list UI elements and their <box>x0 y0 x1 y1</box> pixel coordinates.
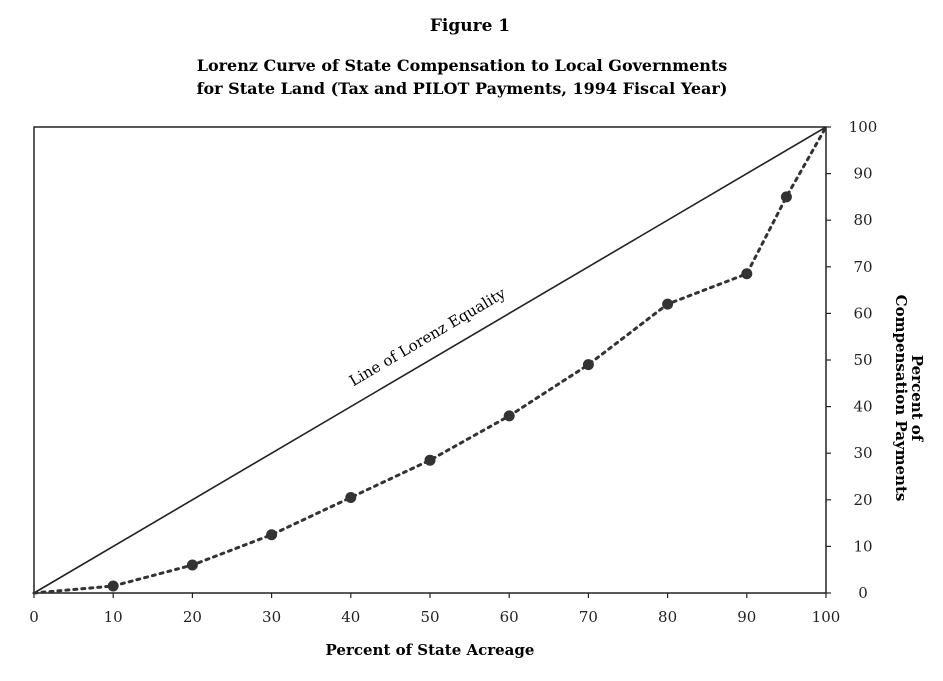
equality-line-label: Line of Lorenz Equality <box>346 284 509 390</box>
lorenz-curve-points <box>108 191 792 591</box>
x-axis-label: Percent of State Acreage <box>325 641 535 659</box>
lorenz-point <box>781 191 792 202</box>
x-tick-label: 0 <box>29 608 39 626</box>
lorenz-point <box>425 455 436 466</box>
y-tick-label: 20 <box>853 490 873 509</box>
x-tick-label: 80 <box>658 608 678 626</box>
chart-title: Lorenz Curve of State Compensation to Local Governments <box>196 56 728 75</box>
lorenz-point <box>345 492 356 503</box>
x-tick-label: 100 <box>811 608 841 626</box>
x-tick-label: 10 <box>103 608 123 626</box>
figure-label: Figure 1 <box>429 16 511 36</box>
lorenz-point <box>662 299 673 310</box>
lorenz-point <box>266 529 277 540</box>
y-tick-label: 80 <box>853 211 873 230</box>
y-axis-label-line2: Compensation Payments <box>892 294 910 502</box>
y-tick-label: 70 <box>853 257 873 276</box>
lorenz-point <box>187 560 198 571</box>
y-tick-label: 0 <box>858 584 868 602</box>
lorenz-point <box>583 359 594 370</box>
y-tick-label: 50 <box>853 351 873 369</box>
x-tick-label: 50 <box>420 608 440 626</box>
x-tick-label: 70 <box>578 608 598 626</box>
lorenz-point <box>741 268 752 279</box>
y-tick-label: 100 <box>848 118 878 136</box>
y-tick-label: 40 <box>853 397 873 416</box>
equality-line <box>34 127 826 593</box>
y-tick-label: 10 <box>853 537 873 556</box>
x-tick-label: 90 <box>737 608 757 626</box>
y-axis-label <box>892 295 926 502</box>
x-tick-label: 30 <box>262 608 282 626</box>
y-axis-label-line1: Percent of <box>908 354 926 442</box>
lorenz-point <box>108 581 119 592</box>
chart-subtitle: for State Land (Tax and PILOT Payments, 1994 Fiscal Year) <box>196 79 728 98</box>
y-tick-label: 60 <box>853 304 873 323</box>
x-tick-label: 60 <box>499 608 519 626</box>
x-axis-ticks <box>29 593 840 626</box>
y-tick-label: 90 <box>853 164 873 183</box>
y-axis-ticks <box>826 118 877 602</box>
x-tick-label: 20 <box>182 608 202 626</box>
x-tick-label: 40 <box>341 608 361 626</box>
lorenz-point <box>504 410 515 421</box>
y-tick-label: 30 <box>853 444 873 463</box>
